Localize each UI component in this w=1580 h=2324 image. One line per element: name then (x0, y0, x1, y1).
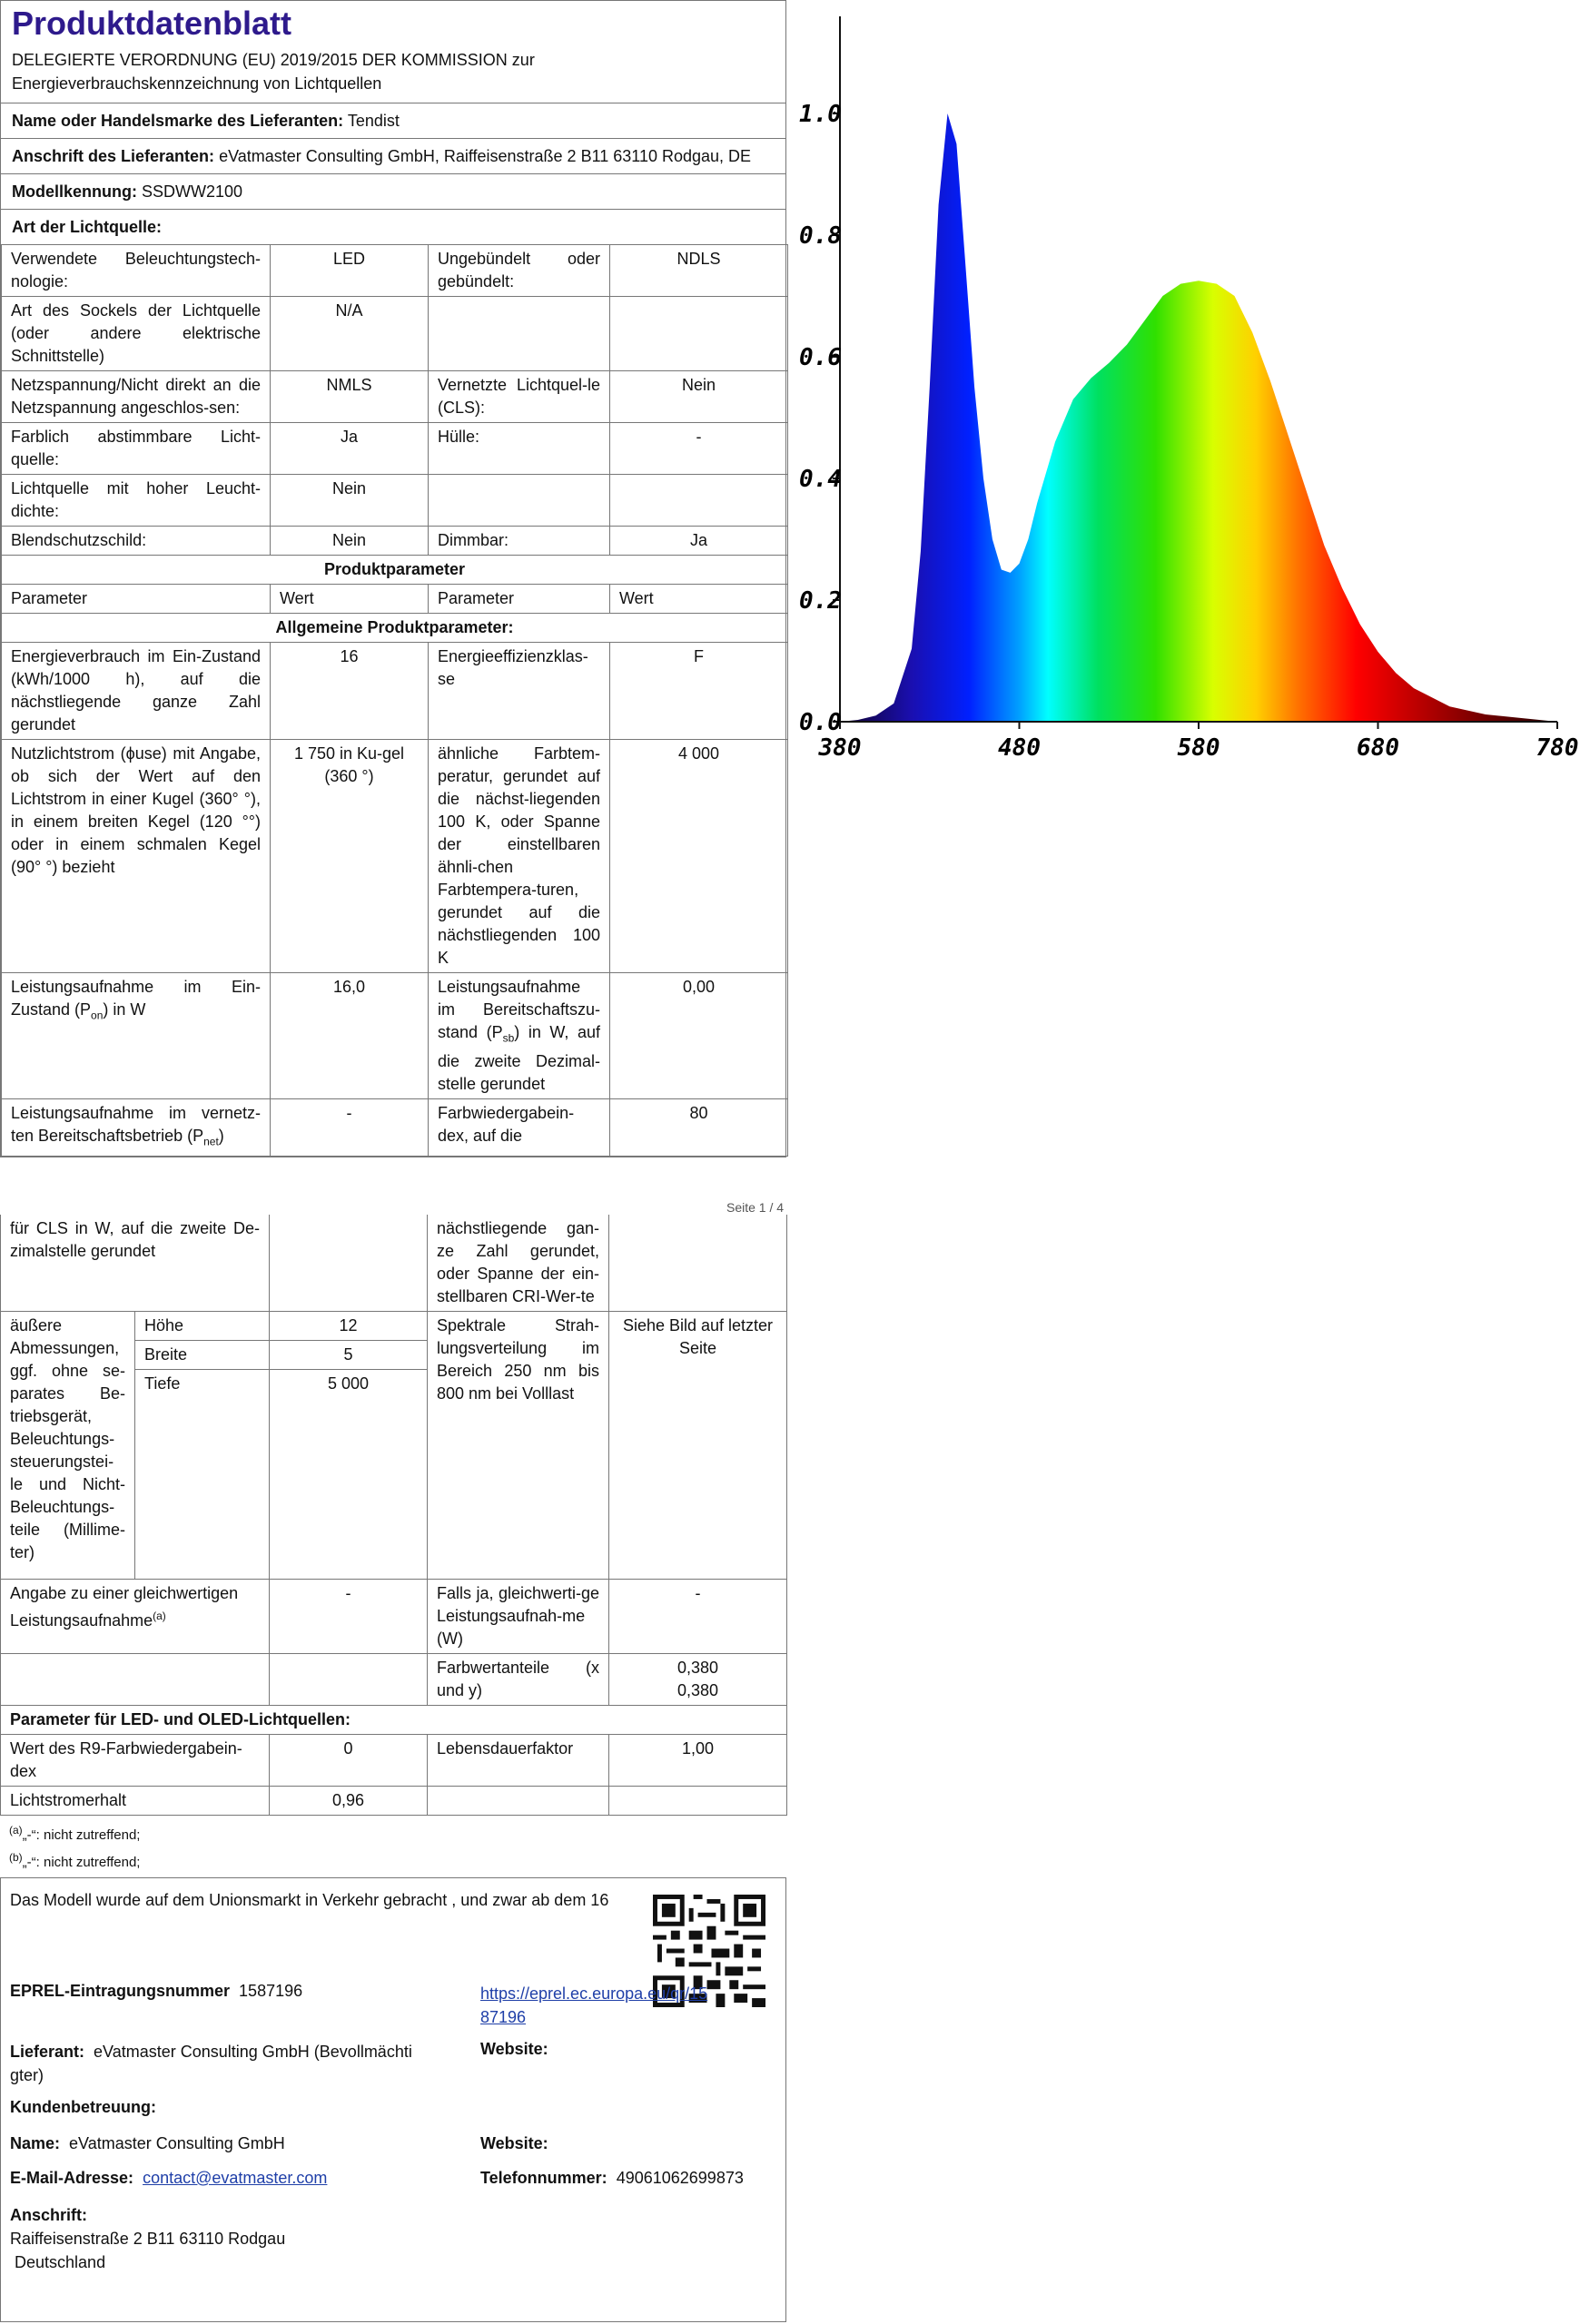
table-row (1, 1312, 787, 1341)
email-label: E-Mail-Adresse: (10, 2169, 134, 2187)
x-tick-label: 380 (818, 734, 862, 762)
type-cell-d: NDLS (610, 245, 788, 297)
energy-consumption-value: 16 (271, 643, 429, 740)
name-value: eVatmaster Consulting GmbH (69, 2134, 285, 2152)
page-number: Seite 1 / 4 (726, 1200, 785, 1215)
pon-value: 16,0 (271, 973, 429, 1099)
type-cell-b: LED (271, 245, 429, 297)
type-cell-b: Nein (271, 527, 429, 556)
name-row (10, 2134, 285, 2153)
type-heading: Art der Lichtquelle: (12, 218, 163, 236)
website-label: Website: (480, 2040, 548, 2058)
depth-label: Tiefe (135, 1370, 270, 1580)
customer-service-heading: Kundenbetreuung: (10, 2098, 156, 2116)
type-cell-d (610, 475, 788, 527)
psb-label: Leistungsaufnahme im Bereitschaftszu-stand $(P_{sb})$ in W, auf die zweite Dezimal-stelle gerundet (429, 973, 610, 1099)
header-param-2: Parameter (429, 585, 610, 614)
model-value: SSDWW2100 (142, 182, 243, 201)
table-row (2, 973, 788, 1099)
table-row (1, 1654, 787, 1706)
y-tick-label: 0.8 (799, 222, 842, 250)
lifetime-factor-label: Lebensdauerfaktor (428, 1735, 609, 1787)
type-cell-a: Farblich abstimmbare Licht-quelle: (2, 423, 271, 475)
address-value: eVatmaster Consulting GmbH, Raiffeisenstraße 2 B11 63110 Rodgau, DE (219, 147, 752, 165)
table-row (2, 297, 788, 371)
empty-cell (1, 1654, 270, 1706)
table-row (1, 1787, 787, 1816)
type-cell-b: Ja (271, 423, 429, 475)
lieferant-row (10, 2040, 455, 2087)
anschrift-line-2: Deutschland (15, 2253, 106, 2271)
datasheet (0, 0, 786, 1157)
empty-cell (609, 1787, 787, 1816)
efficiency-class-value: F (610, 643, 788, 740)
x-tick-label: 580 (1177, 734, 1220, 762)
type-cell-b: N/A (271, 297, 429, 371)
equivalent-power-value: - (270, 1580, 428, 1654)
anschrift-line-1: Raiffeisenstraße 2 B11 63110 Rodgau (10, 2230, 286, 2248)
spd-label: Spektrale Strah-lungsverteilung im Bereich 250 nm bis 800 nm bei Volllast (428, 1312, 609, 1580)
email-link[interactable]: contact@evatmaster.com (143, 2169, 328, 2187)
type-cell-d: - (610, 423, 788, 475)
y-tick-label: 0.6 (799, 344, 842, 371)
table-row (2, 423, 788, 475)
type-cell-c (429, 297, 610, 371)
pnet-label-cont: für CLS in W, auf die zweite De-zimalstelle gerundet (1, 1215, 270, 1312)
name-label: Name: (10, 2134, 61, 2152)
header-param-1: Parameter (2, 585, 271, 614)
type-cell-a: Lichtquelle mit hoher Leucht-dichte: (2, 475, 271, 527)
params-table-continued (0, 1215, 787, 1816)
header-value-2: Wert (610, 585, 788, 614)
header-value-1: Wert (271, 585, 429, 614)
depth-value: 5 000 (270, 1370, 428, 1580)
y-tick-label: 1.0 (799, 101, 842, 128)
spectrum-area (840, 113, 1557, 722)
spectral-distribution-chart (790, 0, 1580, 781)
chromaticity-label: Farbwertanteile (x und y) (428, 1654, 609, 1706)
table-row (2, 1098, 788, 1157)
table-row (1, 1215, 787, 1312)
x-tick-label: 480 (998, 734, 1041, 762)
address-label: Anschrift des Lieferanten: (12, 147, 215, 165)
subtitle-line-2: Energieverbrauchskennzeichnung von Lichtquellen (12, 74, 382, 93)
footnote-b: $^{(b)}$„-“: nicht zutreffend; (9, 1851, 141, 1870)
type-cell-a: Verwendete Beleuchtungstech-nologie: (2, 245, 271, 297)
market-date-text: Das Modell wurde auf dem Unionsmarkt in Verkehr gebracht , und zwar ab dem 16 (10, 1891, 609, 1909)
type-cell-c: Vernetzte Lichtquel-le (CLS): (429, 371, 610, 423)
table-row (2, 527, 788, 556)
equivalent-watt-value: - (609, 1580, 787, 1654)
cri-label: Farbwiedergabein-dex, auf die (429, 1098, 610, 1157)
table-header-row (2, 585, 788, 614)
lumen-maintenance-value: 0,96 (270, 1787, 428, 1816)
lifetime-factor-value: 1,00 (609, 1735, 787, 1787)
x-tick-label: 680 (1357, 734, 1399, 762)
website-label-2: Website: (480, 2134, 548, 2152)
lieferant-value-cont: gter) (10, 2066, 44, 2084)
subtitle-line-1: DELEGIERTE VERORDNUNG (EU) 2019/2015 DER KOMMISSION zur (12, 51, 535, 69)
phone-value: 49061062699873 (616, 2169, 744, 2187)
lieferant-label: Lieferant: (10, 2043, 85, 2061)
cct-value: 4 000 (610, 740, 788, 973)
type-cell-c (429, 475, 610, 527)
datasheet-continued (0, 1215, 786, 1874)
type-cell-d: Nein (610, 371, 788, 423)
anschrift-label: Anschrift: (10, 2206, 87, 2224)
width-value: 5 (270, 1341, 428, 1370)
pon-label: Leistungsaufnahme im Ein-Zustand $(P_{on})$ in W (2, 973, 271, 1099)
empty-cell (428, 1787, 609, 1816)
lumen-maintenance-label: Lichtstromerhalt (1, 1787, 270, 1816)
table-row (2, 643, 788, 740)
height-label: Höhe (135, 1312, 270, 1341)
type-cell-c: Hülle: (429, 423, 610, 475)
type-cell-d (610, 297, 788, 371)
table-row (2, 371, 788, 423)
psb-value: 0,00 (610, 973, 788, 1099)
phone-label: Telefonnummer: (480, 2169, 607, 2187)
y-tick-label: 0.0 (799, 709, 842, 736)
equivalent-watt-label: Falls ja, gleichwerti-ge Leistungsaufnah-me (W) (428, 1580, 609, 1654)
email-row (10, 2169, 327, 2188)
table-row (2, 245, 788, 297)
chromaticity-value: 0,380 0,380 (609, 1654, 787, 1706)
eprel-registration-label: EPREL-Eintragungsnummer (10, 1982, 231, 2000)
phone-row (480, 2169, 744, 2188)
supplier-row (1, 103, 785, 139)
type-cell-d: Ja (610, 527, 788, 556)
type-table (1, 244, 788, 1157)
eprel-registration (10, 1982, 302, 2001)
r9-label: Wert des R9-Farbwiedergabein-dex (1, 1735, 270, 1787)
dimensions-label: äußere Abmessungen, ggf. ohne se-parates Be-triebsgerät, Beleuchtungs-steuerungstei-le und Nicht-Beleuchtungs-teile (Millime-ter) (1, 1312, 135, 1580)
y-tick-label: 0.4 (799, 466, 842, 493)
pnet-label: Leistungsaufnahme im vernetz-ten Bereitschaftsbetrieb $(P_{net})$ (2, 1098, 271, 1157)
y-tick-label: 0.2 (799, 587, 842, 615)
efficiency-class-label: Energieeffizienzklas-se (429, 643, 610, 740)
table-row (1, 1735, 787, 1787)
type-cell-a: Blendschutzschild: (2, 527, 271, 556)
cri-label-cont: nächstliegende gan-ze Zahl gerundet, oder Spanne der ein-stellbaren CRI-Wer-te (428, 1215, 609, 1312)
general-params-heading: Allgemeine Produktparameter: (2, 614, 788, 643)
r9-value: 0 (270, 1735, 428, 1787)
type-cell-a: Netzspannung/Nicht direkt an die Netzspannung angeschlos-sen: (2, 371, 271, 423)
type-heading-row (1, 210, 785, 244)
eprel-link[interactable]: https://eprel.ec.europa.eu/qr/15 87196 (480, 1984, 708, 2026)
type-cell-b: NMLS (271, 371, 429, 423)
product-params-heading: Produktparameter (2, 556, 788, 585)
address-row (1, 139, 785, 174)
eprel-registration-value: 1587196 (239, 1982, 303, 2000)
regulation-subtitle (1, 43, 785, 103)
led-params-heading: Parameter für LED- und OLED-Lichtquellen: (1, 1706, 787, 1735)
lieferant-value: eVatmaster Consulting GmbH (Bevollmächti (94, 2043, 412, 2061)
empty-cell (609, 1215, 787, 1312)
luminous-flux-value: 1 750 in Ku-gel (360 °) (271, 740, 429, 973)
pnet-value: - (271, 1098, 429, 1157)
table-row (1, 1580, 787, 1654)
type-cell-c: Dimmbar: (429, 527, 610, 556)
height-value: 12 (270, 1312, 428, 1341)
width-label: Breite (135, 1341, 270, 1370)
table-row (2, 475, 788, 527)
empty-cell (270, 1215, 428, 1312)
type-cell-c: Ungebündelt oder gebündelt: (429, 245, 610, 297)
model-label: Modellkennung: (12, 182, 137, 201)
cct-label: ähnliche Farbtem-peratur, gerundet auf die nächst-liegenden 100 K, oder Spanne der einstellbaren ähnli-chen Farbtempera-turen, gerundet auf die nächstliegenden 100 K (429, 740, 610, 973)
eprel-box (0, 1877, 786, 2322)
footnote-a: $^{(a)}$„-“: nicht zutreffend; (9, 1824, 141, 1843)
type-cell-a: Art des Sockels der Lichtquelle (oder andere elektrische Schnittstelle) (2, 297, 271, 371)
equivalent-power-label: Angabe zu einer gleichwertigen Leistungsaufnahme$^{(a)}$ (1, 1580, 270, 1654)
page-title: Produktdatenblatt (12, 5, 292, 42)
x-tick-label: 780 (1536, 734, 1579, 762)
type-cell-b: Nein (271, 475, 429, 527)
supplier-value: Tendist (347, 112, 400, 130)
model-row (1, 174, 785, 210)
cri-value: 80 (610, 1098, 788, 1157)
luminous-flux-label: Nutzlichtstrom (ϕuse) mit Angabe, ob sich der Wert auf den Lichtstrom in einer Kugel (360° °), in einem breiten Kegel (120 °°) oder in einem schmalen Kegel (90° °) bezieht (2, 740, 271, 973)
supplier-label: Name oder Handelsmarke des Lieferanten: (12, 112, 344, 130)
spd-value: Siehe Bild auf letzter Seite (609, 1312, 787, 1580)
energy-consumption-label: Energieverbrauch im Ein-Zustand (kWh/1000 h), auf die nächstliegende ganze Zahl gerundet (2, 643, 271, 740)
table-row (2, 740, 788, 973)
empty-cell (270, 1654, 428, 1706)
address-block (10, 2203, 285, 2274)
